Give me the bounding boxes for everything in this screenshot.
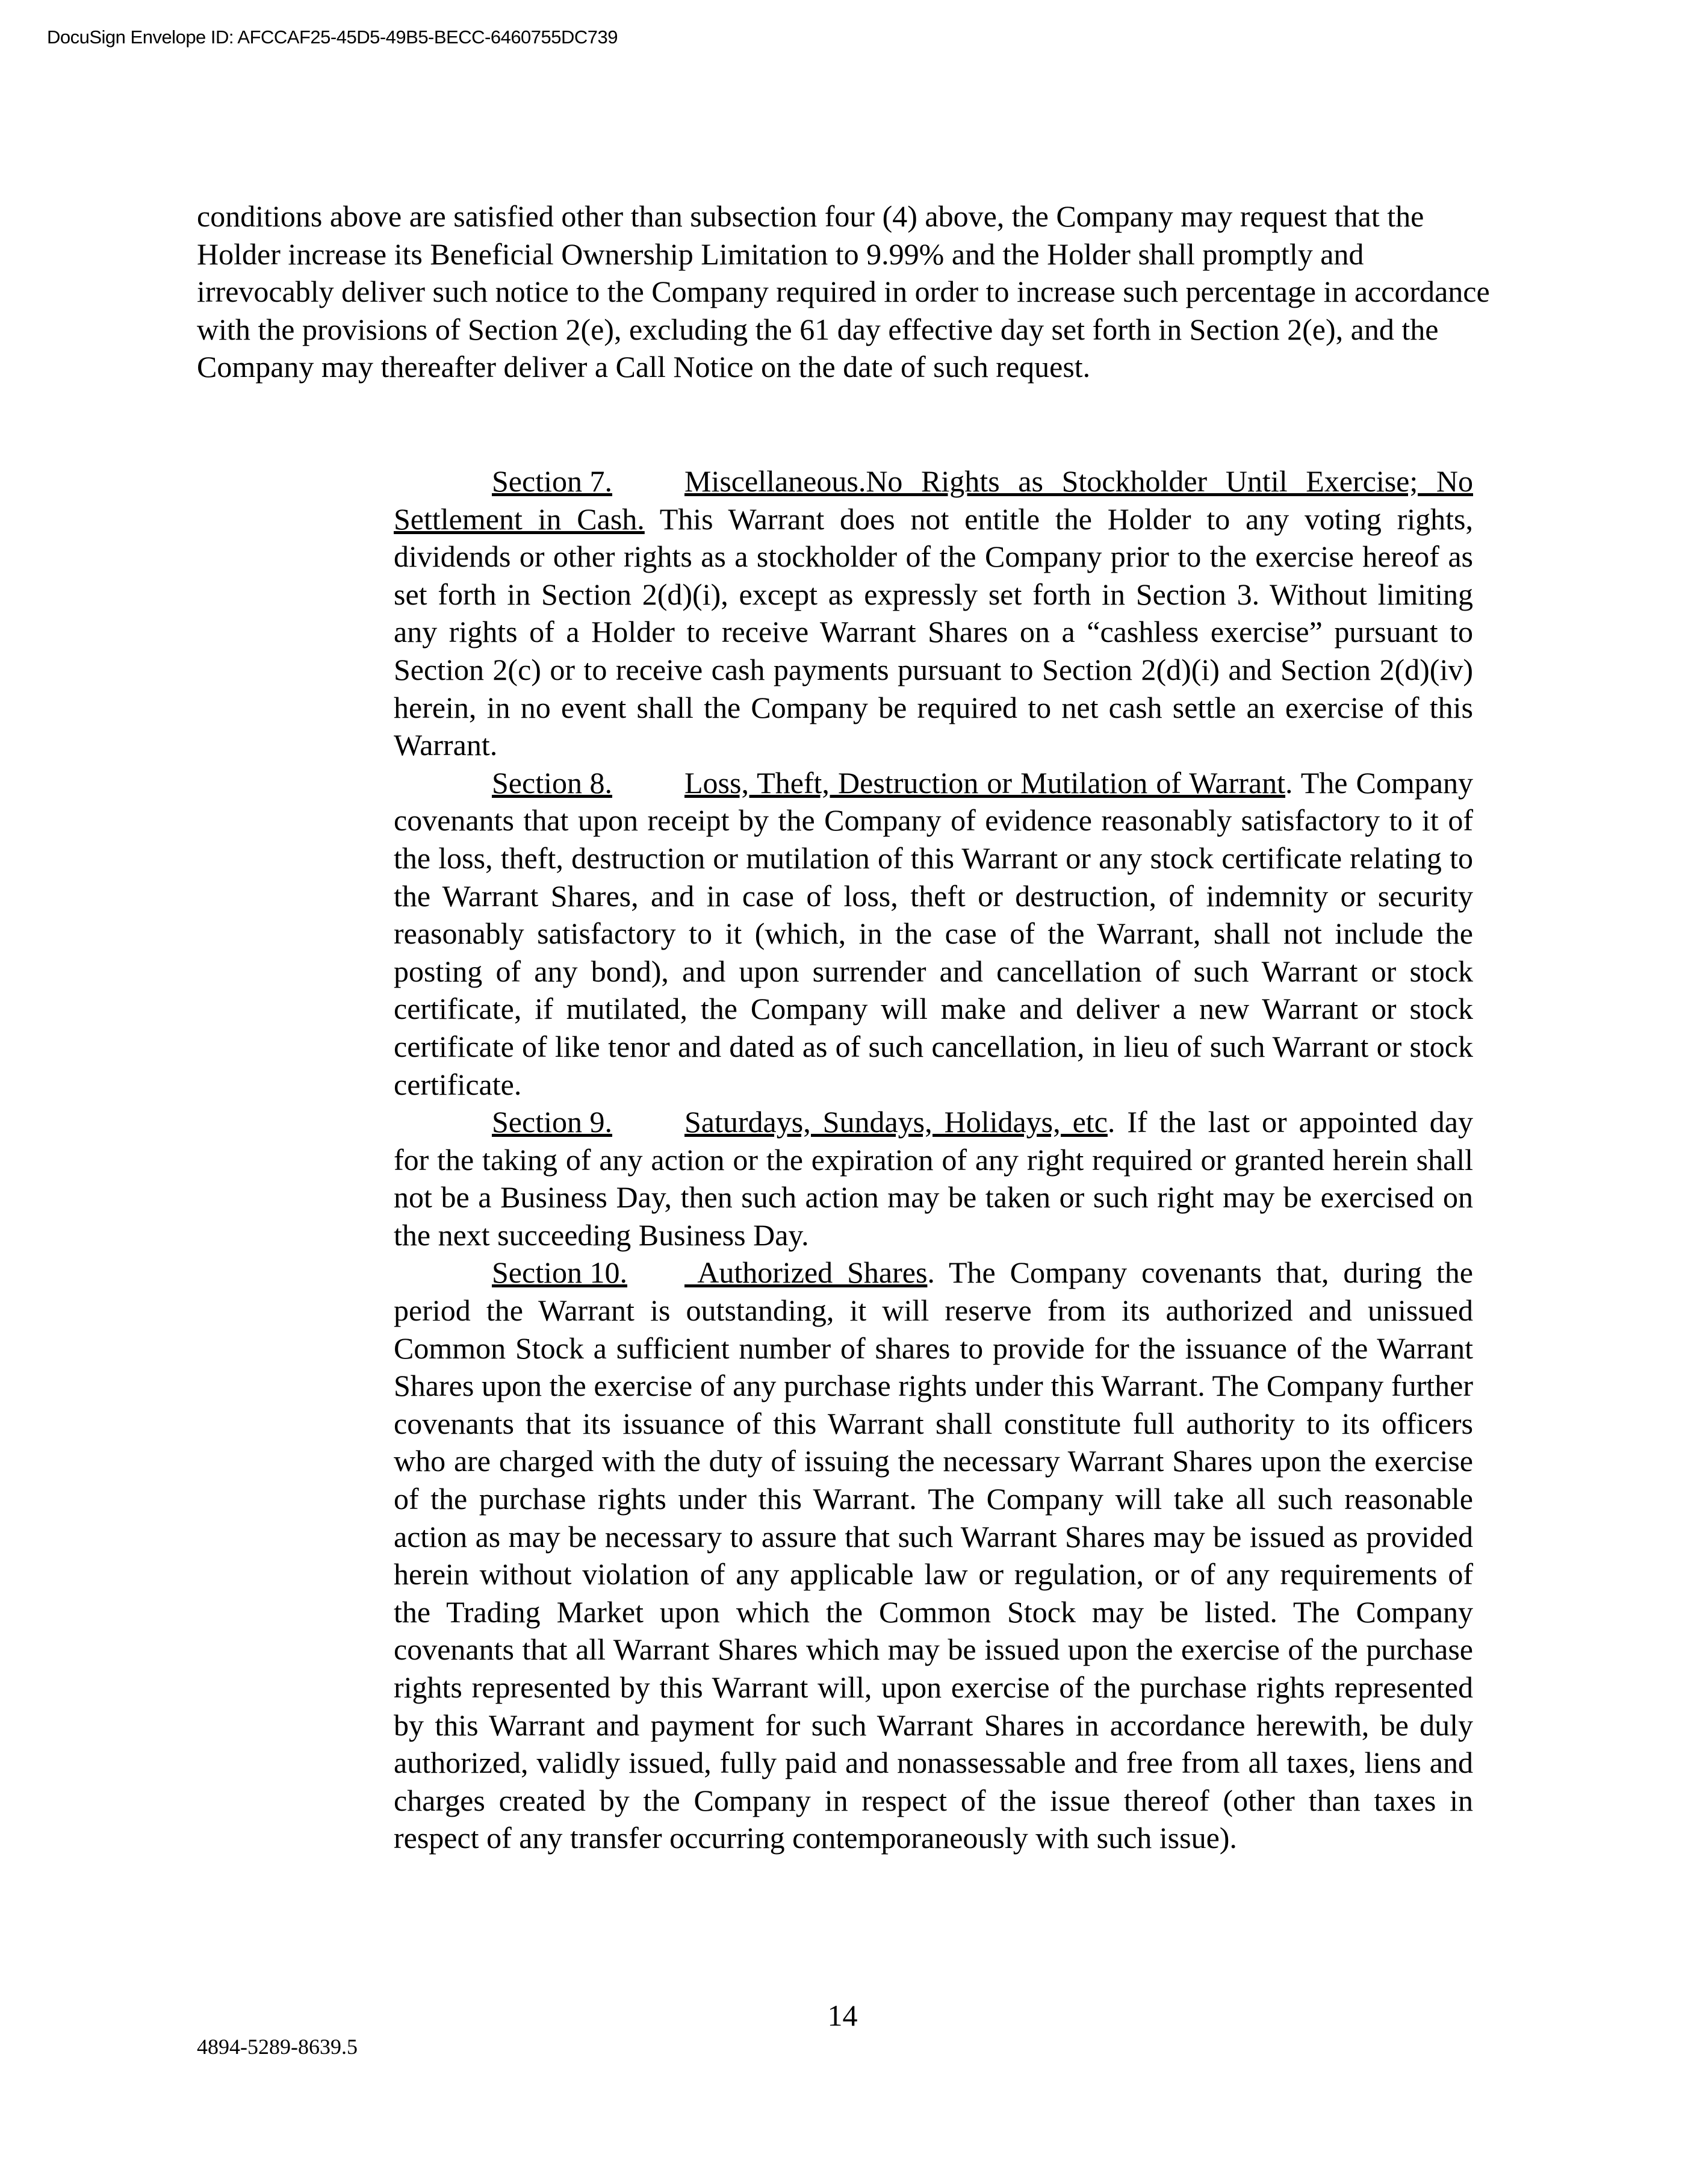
section-number: Section 10. bbox=[492, 1255, 627, 1290]
section-8 bbox=[394, 764, 1473, 1103]
section-title: Authorized Shares bbox=[684, 1255, 928, 1290]
section-body: This Warrant does not entitle the Holder to any voting rights, dividends or other rights as a stockholder of the Company prior to the exercise hereof as set forth in Section 2(d)(i), except as expressly set forth in Section 3. Without limiting any rights of a Holder to receive Warrant Shares on a “cashless exercise” pursuant to Section 2(c) or to receive cash payments pursuant to Section 2(d)(i) and Section 2(d)(iv) herein, in no event shall the Company be required to net cash settle an exercise of this Warrant. bbox=[394, 502, 1474, 762]
section-body: . The Company covenants that upon receipt by the Company of evidence reasonably satisfactory to it of the loss, theft, destruction or mutilation of this Warrant or any stock certificate relating to the Warrant Shares, and in case of loss, theft or destruction, of indemnity or security reasonably satisfactory to it (which, in the case of the Warrant, shall not include the posting of any bond), and upon surrender and cancellation of such Warrant or stock certificate, if mutilated, the Company will make and deliver a new Warrant or stock certificate of like tenor and dated as of such cancellation, in lieu of such Warrant or stock certificate. bbox=[394, 765, 1473, 1101]
section-9 bbox=[394, 1103, 1473, 1254]
page-number: 14 bbox=[827, 1999, 858, 2032]
sections-block bbox=[394, 462, 1473, 1857]
docusign-envelope-id: DocuSign Envelope ID: AFCCAF25-45D5-49B5-BECC-6460755DC739 bbox=[47, 26, 618, 48]
document-id: 4894-5289-8639.5 bbox=[197, 2035, 358, 2059]
section-title: Saturdays, Sundays, Holidays, etc bbox=[684, 1105, 1108, 1139]
intro-paragraph: conditions above are satisfied other than subsection four (4) above, the Company may request that the Holder increase its Beneficial Ownership Limitation to 9.99% and the Holder shall promptly and irrevocably deliver such notice to the Company required in order to increase such percentage in accordance with the provisions of Section 2(e), excluding the 61 day effective day set forth in Section 2(e), and the Company may thereafter deliver a Call Notice on the date of such request. bbox=[197, 199, 1490, 384]
section-number: Section 9. bbox=[492, 1105, 612, 1139]
section-number: Section 8. bbox=[492, 765, 612, 800]
section-title: Miscellaneous.No Rights as Stockholder Until Exercise; No Settlement in Cash. bbox=[394, 464, 1473, 536]
section-7 bbox=[394, 462, 1473, 764]
section-title: Loss, Theft, Destruction or Mutilation of Warrant bbox=[684, 765, 1286, 800]
section-body: . If the last or appointed day for the taking of any action or the expiration of any right required or granted herein shall not be a Business Day, then such action may be taken or such right may be exercised on the next succeeding Business Day. bbox=[394, 1105, 1473, 1252]
section-number: Section 7. bbox=[492, 464, 612, 498]
section-body: . The Company covenants that, during the period the Warrant is outstanding, it will reserve from its authorized and unissued Common Stock a sufficient number of shares to provide for the issuance of the Warrant Shares upon the exercise of any purchase rights under this Warrant. The Company further covenants that its issuance of this Warrant shall constitute full authority to its officers who are charged with the duty of issuing the necessary Warrant Shares upon the exercise of the purchase rights under this Warrant. The Company will take all such reasonable action as may be necessary to assure that such Warrant Shares may be issued as provided herein without violation of any applicable law or regulation, or of any requirements of the Trading Market upon which the Common Stock may be listed. The Company covenants that all Warrant Shares which may be issued upon the exercise of the purchase rights represented by this Warrant will, upon exercise of the purchase rights represented by this Warrant and payment for such Warrant Shares in accordance herewith, be duly authorized, validly issued, fully paid and nonassessable and free from all taxes, liens and charges created by the Company in respect of the issue thereof (other than taxes in respect of any transfer occurring contemporaneously with such issue). bbox=[394, 1255, 1473, 1855]
section-10 bbox=[394, 1254, 1473, 1857]
